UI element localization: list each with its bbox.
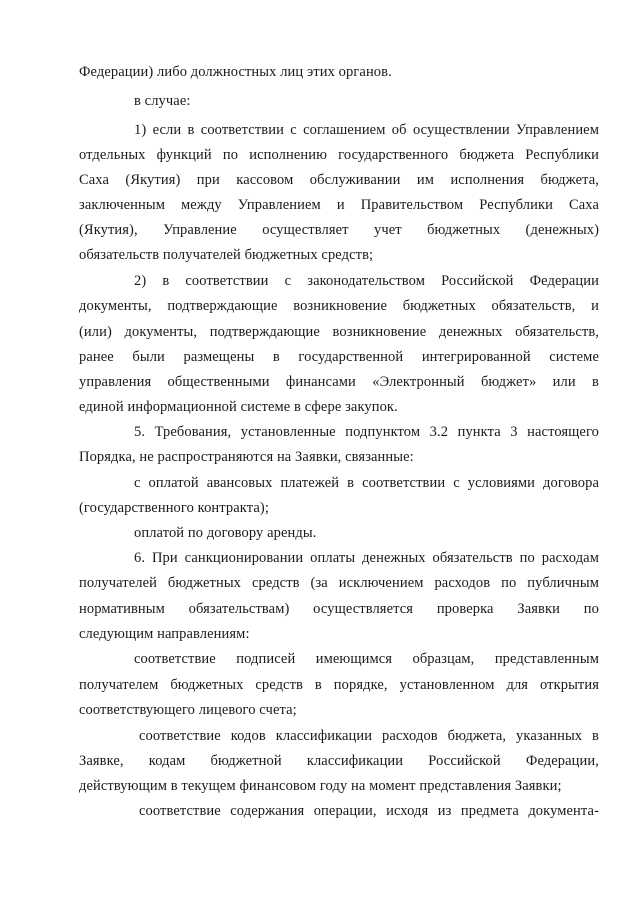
text-line: ранее были размещены в государственной интегрированной системе — [79, 349, 599, 365]
text-line: Заявке, кодам бюджетной классификации Российской Федерации, — [79, 753, 599, 769]
text-line: (или) документы, подтверждающие возникновение денежных обязательств, — [79, 324, 599, 340]
text-line: заключенным между Управлением и Правительством Республики Саха — [79, 197, 599, 213]
text-line: соответствие содержания операции, исходя из предмета документа- — [139, 803, 599, 819]
text-line: в случае: — [134, 93, 191, 109]
text-line: получателей бюджетных средств (за исключением расходов по публичным — [79, 575, 599, 591]
text-line: оплатой по договору аренды. — [134, 525, 317, 541]
text-line: получателем бюджетных средств в порядке, установленном для открытия — [79, 677, 599, 693]
text-line: действующим в текущем финансовом году на момент представления Заявки; — [79, 778, 562, 794]
text-line: Федерации) либо должностных лиц этих органов. — [79, 64, 392, 80]
text-line: 5. Требования, установленные подпунктом 3.2 пункта 3 настоящего — [134, 424, 599, 440]
text-line: нормативным обязательствам) осуществляется проверка Заявки по — [79, 601, 599, 617]
text-line: документы, подтверждающие возникновение бюджетных обязательств, и — [79, 298, 599, 314]
text-line: следующим направлениям: — [79, 626, 250, 642]
text-line: 6. При санкционировании оплаты денежных обязательств по расходам — [134, 550, 599, 566]
text-line: соответствие подписей имеющимся образцам, представленным — [134, 651, 599, 667]
text-line: управления общественными финансами «Электронный бюджет» или в — [79, 374, 599, 390]
text-line: отдельных функций по исполнению государственного бюджета Республики — [79, 147, 599, 163]
text-line: Порядка, не распространяются на Заявки, связанные: — [79, 449, 414, 465]
text-line: (Якутия), Управление осуществляет учет бюджетных (денежных) — [79, 222, 599, 238]
text-line: соответствие кодов классификации расходов бюджета, указанных в — [139, 728, 599, 744]
text-line: обязательств получателей бюджетных средств; — [79, 247, 374, 263]
text-line: соответствующего лицевого счета; — [79, 702, 297, 718]
text-line: с оплатой авансовых платежей в соответствии с условиями договора — [134, 475, 599, 491]
text-line: Саха (Якутия) при кассовом обслуживании им исполнения бюджета, — [79, 172, 599, 188]
text-line: 1) если в соответствии с соглашением об осуществлении Управлением — [134, 122, 599, 138]
text-line: единой информационной системе в сфере закупок. — [79, 399, 398, 415]
text-line: 2) в соответствии с законодательством Российской Федерации — [134, 273, 599, 289]
text-line: (государственного контракта); — [79, 500, 269, 516]
